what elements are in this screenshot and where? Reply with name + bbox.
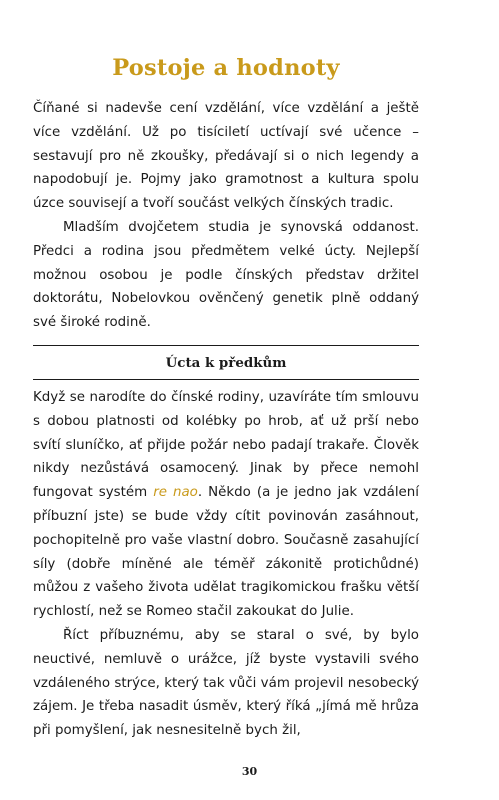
page-number: 30 (241, 765, 258, 778)
section-title: Úcta k předkům (165, 354, 287, 371)
section-body (33, 386, 419, 743)
intro-paragraph-1: Číňané si nadevše cení vzdělání, více vzdělání a ještě více vzdělání. Už po tisíciletí uctívají své učence – sestavují pro ně zkoušky, předávají si o nich legendy a napodobují je. Pojmy jako gramotnost a kultura spolu úzce souvisejí a tvoří součást velkých čínských tradic. (33, 101, 419, 212)
section-paragraph-1 (33, 386, 419, 624)
intro-paragraph-2: Mladším dvojčetem studia je synovská oddanost. Předci a rodina jsou předmětem velké úcty. Nejlepší možnou osobou je podle čínských představ držitel doktorátu, Nobelovkou ověnčený genetik plně oddaný své široké rodině. (33, 219, 419, 331)
section-paragraph-2: Říct příbuznému, aby se staral o své, by bylo neuctivé, nemluvě o urážce, jíž byste vystavili svého vzdáleného strýce, který tak vůči vám projevil nesobecký zájem. Je třeba nasadit úsměv, který říká „jímá mě hrůza při pomyšlení, jak nesnesitelně bych žil, (33, 627, 419, 739)
page-title: Postoje a hodnoty (112, 55, 340, 81)
section-paragraph-1-text-b: . Někdo (a je jedno jak vzdálení příbuzní jste) se bude vždy cítit povinován zasáhnout, pochopitelně pro vaše vlastní dobro. Současně zasahující síly (dobře míněné ale téměř zákonitě protichůdné) můžou z vašeho života udělat tragikomickou frašku větší rychlostí, než se Romeo stačil zakoukat do Julie. (33, 485, 419, 620)
section-paragraph-1-text-a: Když se narodíte do čínské rodiny, uzavíráte tím smlouvu s dobou platnosti od kolébky po hrob, ať už prší nebo svítí sluníčko, ať přijde požár nebo padají trakaře. Člověk nikdy nezůstává osamocený. Jinak by přece nemohl fungovat systém (33, 389, 419, 501)
page-content (33, 52, 419, 743)
term-re-nao: re nao (153, 485, 198, 501)
section-header (33, 345, 419, 380)
